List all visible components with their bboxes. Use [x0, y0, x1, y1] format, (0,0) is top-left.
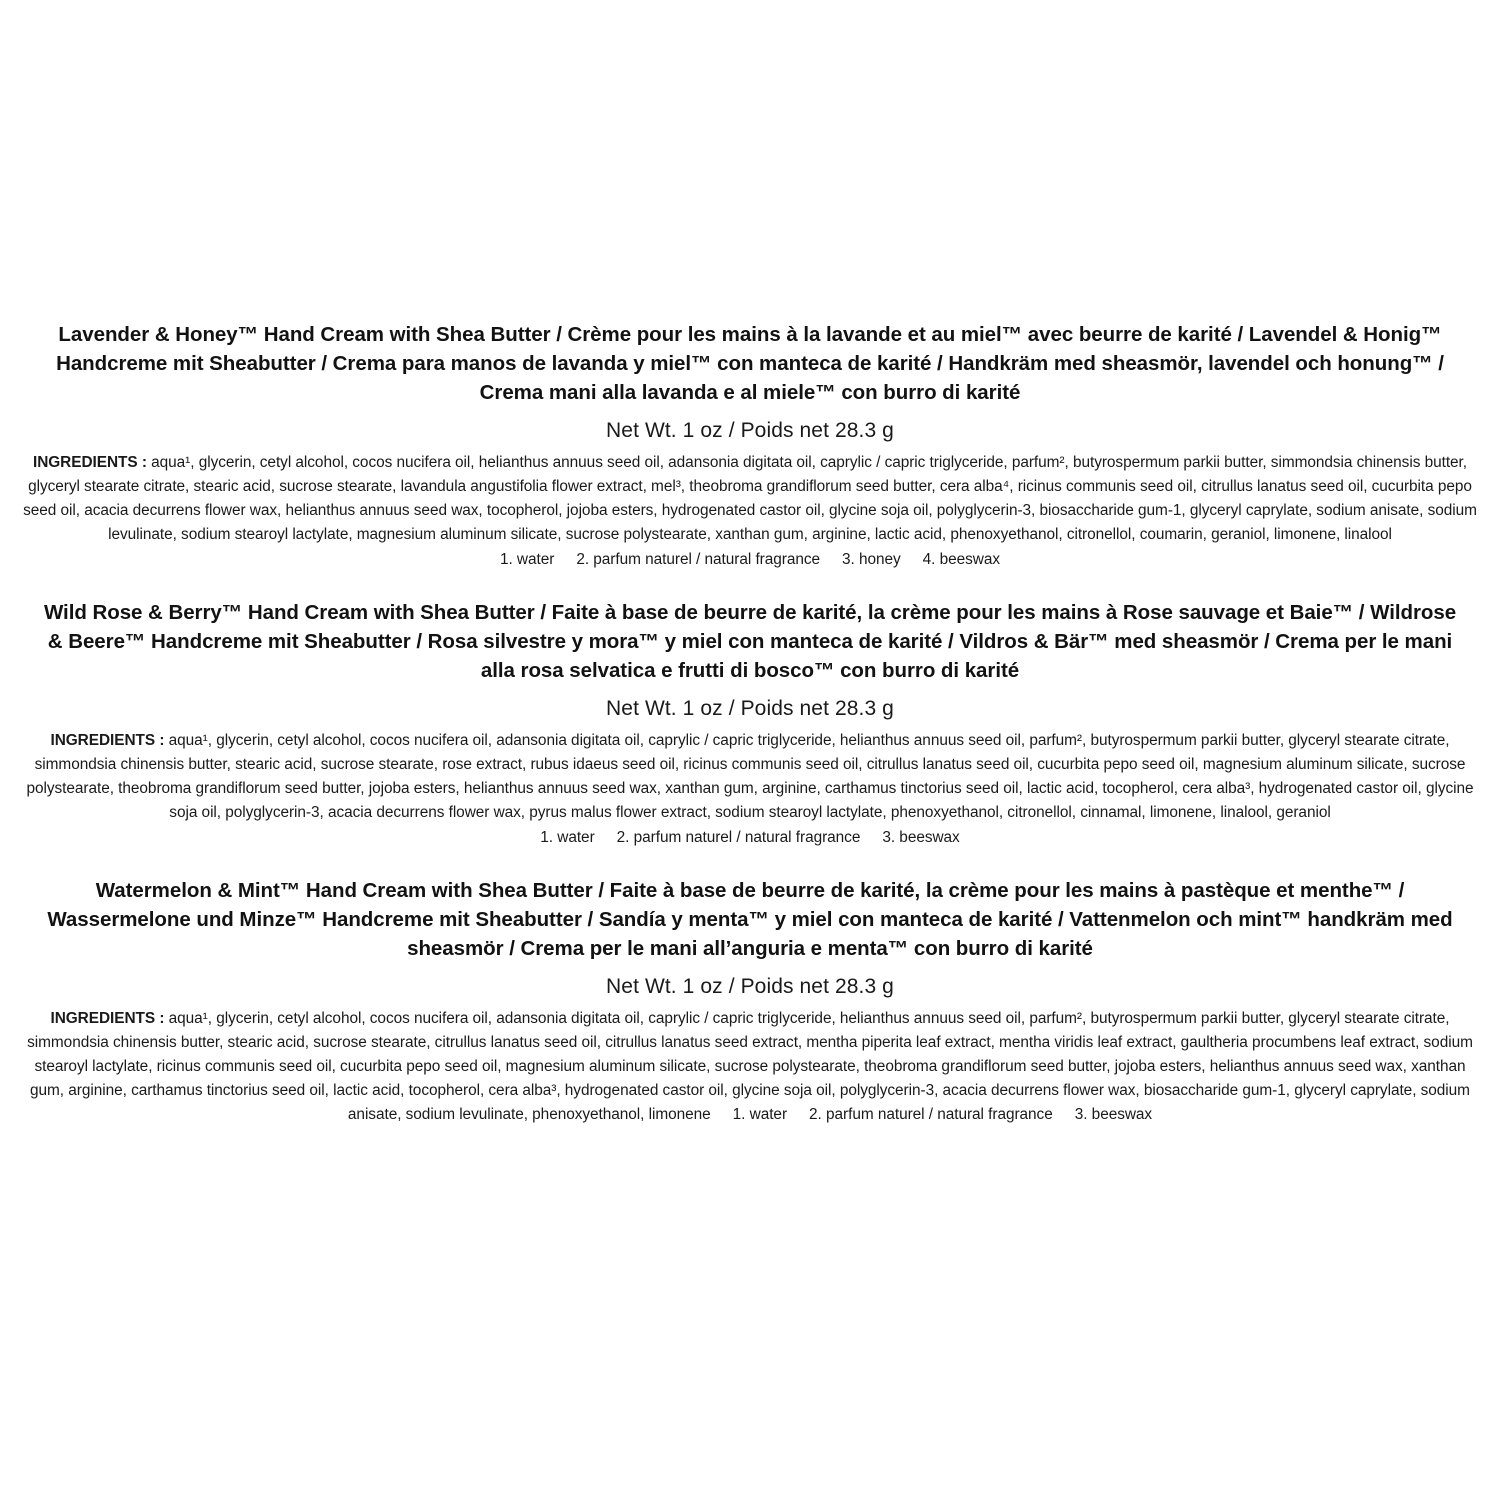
footnote-item: 4. beeswax [922, 550, 1001, 568]
footnote-item: 1. water [540, 828, 595, 846]
footnote-item: 3. honey [842, 550, 901, 568]
ingredients-list [20, 451, 1480, 547]
ingredients-list [20, 1007, 1480, 1127]
ingredients-label: INGREDIENTS : [50, 1009, 165, 1027]
footnote-item: 3. beeswax [1074, 1105, 1153, 1123]
footnote-item: 1. water [499, 550, 555, 568]
product-title: Wild Rose & Berry™ Hand Cream with Shea Butter / Faite à base de beurre de karité, la crème pour les mains à Rose sauvage et Baie™ / Wildrose & Beere™ Handcreme mit Sheabutter / Rosa silvestre y mora™ y miel con manteca de karité / Vildros & Bär™ med sheasmör / Crema per le mani alla rosa selvatica e frutti di bosco™ con burro di karité [43, 600, 1457, 683]
footnote-item: 2. parfum naturel / natural fragrance [576, 550, 821, 568]
footnote-item: 2. parfum naturel / natural fragrance [616, 828, 861, 846]
product-title: Lavender & Honey™ Hand Cream with Shea Butter / Crème pour les mains à la lavande et au miel™ avec beurre de karité / Lavendel & Honig™ Handcreme mit Sheabutter / Crema para manos de lavanda y miel™ con manteca de karité / Handkräm med sheasmör, lavendel och honung™ / Crema mani alla lavanda e al miele™ con burro di karité [56, 323, 1444, 405]
footnotes [20, 548, 1480, 572]
ingredients-text: aqua¹, glycerin, cetyl alcohol, cocos nucifera oil, helianthus annuus seed oil, adansonia digitata oil, caprylic / capric triglyceride, parfum², butyrospermum parkii butter, simmondsia chinensis butter, glyceryl stearate citrate, stearic acid, sucrose stearate, lavandula angustifolia flower extract, mel³, theobroma grandiflorum seed butter, cera alba⁴, ricinus communis seed oil, citrullus lanatus seed oil, cucurbita pepo seed oil, acacia decurrens flower wax, helianthus annuus seed wax, tocopherol, jojoba esters, hydrogenated castor oil, glycine soja oil, polyglycerin-3, biosaccharide gum-1, glyceryl caprylate, sodium anisate, sodium levulinate, sodium stearoyl lactylate, magnesium aluminum silicate, sucrose polystearate, xanthan gum, arginine, lactic acid, phenoxyethanol, citronellol, coumarin, geraniol, limonene, linalool [23, 453, 1477, 543]
footnote-item: 1. water [732, 1105, 788, 1123]
ingredients-text: aqua¹, glycerin, cetyl alcohol, cocos nucifera oil, adansonia digitata oil, caprylic / capric triglyceride, helianthus annuus seed oil, parfum², butyrospermum parkii butter, glyceryl stearate citrate, simmondsia chinensis butter, stearic acid, sucrose stearate, citrullus lanatus seed oil, citrullus lanatus seed extract, mentha piperita leaf extract, mentha viridis leaf extract, gaultheria procumbens leaf extract, sodium stearoyl lactylate, ricinus communis seed oil, cucurbita pepo seed oil, magnesium aluminum silicate, sucrose polystearate, theobroma grandiflorum seed butter, jojoba esters, helianthus annuus seed wax, xanthan gum, arginine, carthamus tinctorius seed oil, lactic acid, tocopherol, cera alba³, hydrogenated castor oil, glycine soja oil, polyglycerin-3, acacia decurrens flower wax, biosaccharide gum-1, glyceryl caprylate, sodium anisate, sodium levulinate, phenoxyethanol, limonene [27, 1009, 1473, 1123]
net-weight: Net Wt. 1 oz / Poids net 28.3 g [606, 975, 894, 999]
ingredients-text: aqua¹, glycerin, cetyl alcohol, cocos nucifera oil, adansonia digitata oil, caprylic / capric triglyceride, helianthus annuus seed oil, parfum², butyrospermum parkii butter, glyceryl stearate citrate, simmondsia chinensis butter, stearic acid, sucrose stearate, rose extract, rubus idaeus seed oil, ricinus communis seed oil, citrullus lanatus seed oil, cucurbita pepo seed oil, magnesium aluminum silicate, sucrose polystearate, theobroma grandiflorum seed butter, jojoba esters, helianthus annuus seed wax, xanthan gum, arginine, carthamus tinctorius seed oil, lactic acid, tocopherol, cera alba³, hydrogenated castor oil, glycine soja oil, polyglycerin-3, acacia decurrens flower wax, pyrus malus flower extract, sodium stearoyl lactylate, phenoxyethanol, citronellol, cinnamal, limonene, linalool, geraniol [26, 731, 1474, 821]
footnotes [20, 826, 1480, 850]
net-weight: Net Wt. 1 oz / Poids net 28.3 g [606, 697, 894, 721]
ingredients-label: INGREDIENTS : [50, 731, 165, 749]
ingredients-list [20, 729, 1480, 825]
product-block-watermelon-mint [20, 876, 1480, 1127]
footnotes [711, 1106, 1152, 1123]
ingredients-label: INGREDIENTS : [32, 453, 147, 471]
net-weight: Net Wt. 1 oz / Poids net 28.3 g [606, 419, 894, 443]
product-block-wild-rose-berry [20, 598, 1480, 850]
product-block-lavender-honey [20, 320, 1480, 572]
footnote-item: 3. beeswax [882, 828, 960, 846]
footnote-item: 2. parfum naturel / natural fragrance [809, 1105, 1053, 1123]
product-title: Watermelon & Mint™ Hand Cream with Shea Butter / Faite à base de beurre de karité, la crème pour les mains à pastèque et menthe™ / Wassermelone und Minze™ Handcreme mit Sheabutter / Sandía y menta™ y miel con manteca de karité / Vattenmelon och mint™ handkräm med sheasmör / Crema per le mani all’anguria e menta™ con burro di karité [47, 878, 1453, 961]
